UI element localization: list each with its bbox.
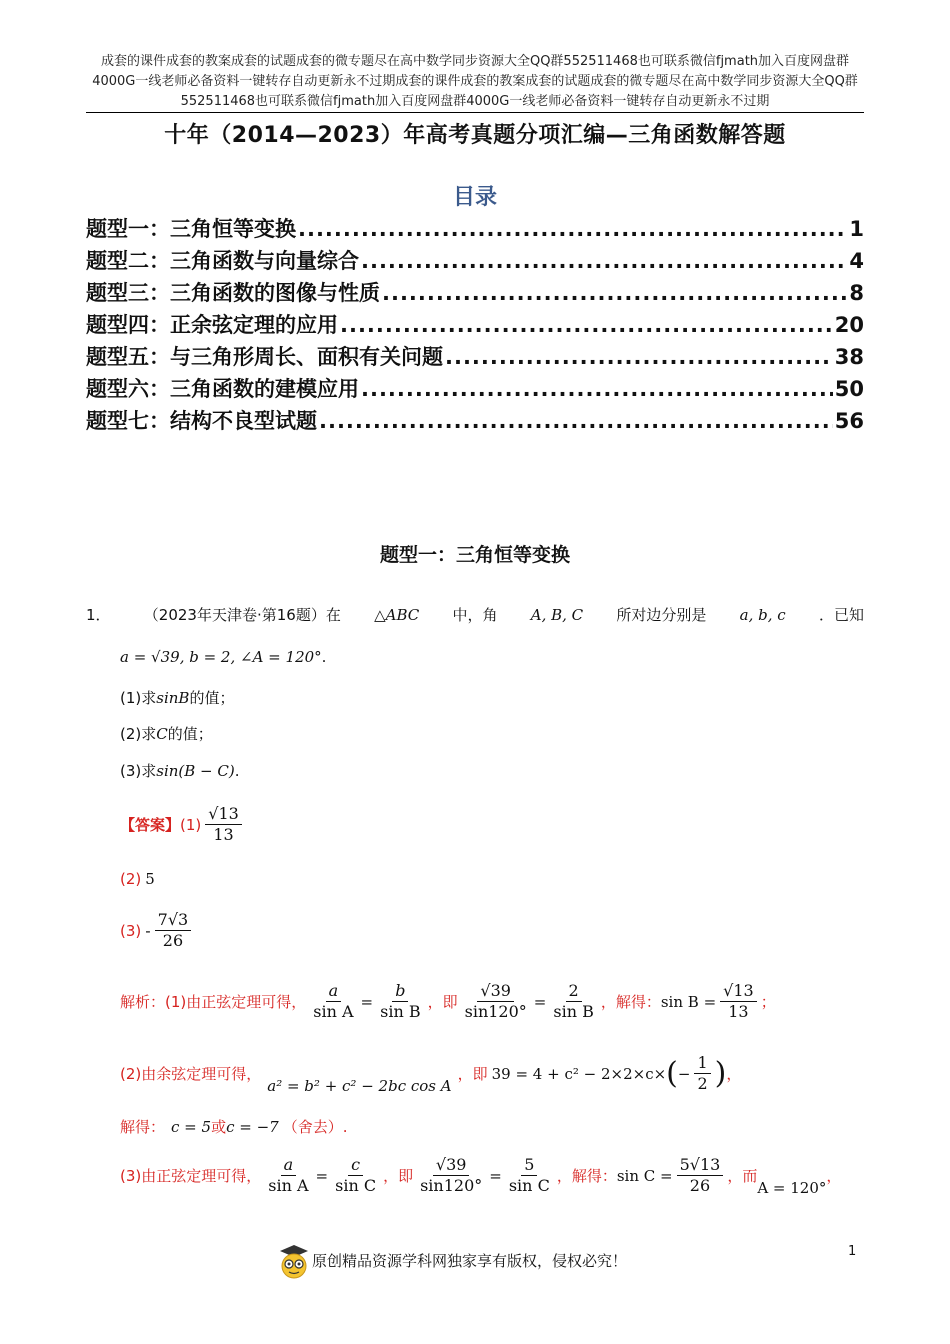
- solution-expr: A = 120°: [757, 1178, 827, 1197]
- answer-sign: -: [145, 921, 151, 940]
- fraction-denominator: 13: [213, 825, 234, 844]
- toc-leader-dots: [319, 409, 833, 433]
- solution-text: ，: [726, 1065, 742, 1083]
- side-labels: a, b, c: [739, 605, 786, 624]
- toc-entry[interactable]: [86, 309, 864, 341]
- part-label: (2)求: [120, 725, 157, 743]
- solution-text: ，而: [727, 1167, 758, 1185]
- fraction: [332, 1155, 379, 1196]
- answer-label: (1): [180, 815, 202, 834]
- solution-text: ，即: [427, 993, 458, 1011]
- question-text: 中，角: [452, 606, 498, 624]
- fraction-denominator: sin120°: [420, 1176, 483, 1195]
- solution-step-2: [120, 1053, 741, 1094]
- fraction-denominator: sin B: [380, 1002, 421, 1021]
- toc-entry[interactable]: [86, 277, 864, 309]
- solution-step-1: [120, 981, 776, 1022]
- fraction-numerator: a: [326, 981, 342, 1002]
- toc-entry-label: 题型一：三角恒等变换: [86, 217, 296, 241]
- solution-text: ，即: [383, 1167, 414, 1185]
- solution-expr: sin C =: [616, 1166, 673, 1185]
- equals-sign: =: [489, 1166, 502, 1185]
- solution-text: ，解得：: [600, 993, 661, 1011]
- angle-labels: A, B, C: [530, 605, 584, 624]
- answer-1: [120, 804, 246, 845]
- part-expr: sinB: [156, 688, 190, 707]
- question-text: ．已知: [818, 606, 864, 624]
- fraction: [377, 981, 423, 1022]
- page-number: 1: [848, 1244, 857, 1259]
- solution-text: (3)由正弦定理可得，: [120, 1167, 262, 1185]
- toc-entry-label: 题型四：正余弦定理的应用: [86, 313, 338, 337]
- fraction-numerator: 5: [521, 1155, 537, 1176]
- question-number: 1．: [86, 606, 111, 624]
- answer-3: [120, 910, 195, 951]
- fraction: [310, 981, 356, 1022]
- equals-sign: =: [360, 992, 374, 1011]
- fraction-denominator: sin C: [335, 1176, 377, 1195]
- cosine-law-formula: a² = b² + c² − 2bc cos A: [267, 1076, 452, 1095]
- part-label: (1)求: [120, 689, 157, 707]
- fraction-numerator: c: [348, 1155, 363, 1176]
- answer-label: (2): [120, 870, 142, 888]
- solution-text: 解得：: [120, 1118, 166, 1136]
- toc-entry-label: 题型七：结构不良型试题: [86, 409, 317, 433]
- fraction-numerator: 5√13: [677, 1155, 724, 1176]
- fraction-numerator: √39: [433, 1155, 470, 1176]
- fraction-denominator: sin A: [313, 1002, 354, 1021]
- question-given: [120, 648, 326, 666]
- toc-entry[interactable]: [86, 341, 864, 373]
- toc-entry-label: 题型五：与三角形周长、面积有关问题: [86, 345, 443, 369]
- fraction-numerator: 2: [566, 981, 582, 1002]
- footer-copyright: 原创精品资源学科网独家享有版权，侵权必究！: [312, 1252, 628, 1270]
- part-tail: .: [234, 761, 240, 780]
- toc-leader-dots: [361, 249, 847, 273]
- fraction: [550, 981, 596, 1022]
- toc-leader-dots: [298, 217, 847, 241]
- equals-sign: =: [533, 992, 547, 1011]
- toc-leader-dots: [361, 377, 833, 401]
- fraction: [694, 1053, 710, 1094]
- paren-close: ): [714, 1056, 727, 1091]
- question-part-1: [120, 687, 234, 708]
- fraction: [417, 1155, 485, 1196]
- fraction-numerator: 1: [694, 1053, 710, 1074]
- fraction-denominator: 26: [162, 931, 184, 950]
- triangle-label: △ABC: [374, 605, 420, 624]
- table-of-contents: [86, 213, 864, 437]
- question-part-3: [120, 760, 240, 781]
- fraction-numerator: √13: [205, 804, 242, 825]
- toc-entry[interactable]: [86, 213, 864, 245]
- section-heading: 题型一：三角恒等变换: [379, 544, 570, 566]
- header-divider: [86, 112, 864, 113]
- solution-step-2b: [120, 1116, 348, 1137]
- solution-text: ，即: [457, 1065, 488, 1083]
- solution-expr: c = 5: [171, 1117, 212, 1136]
- solution-text: ，: [826, 1167, 842, 1185]
- minus-sign: −: [677, 1064, 691, 1083]
- toc-leader-dots: [340, 313, 833, 337]
- fraction-denominator: sin120°: [464, 1002, 527, 1021]
- fraction-numerator: b: [392, 981, 408, 1002]
- answer-2: [120, 870, 155, 888]
- part-label: (3)求: [120, 762, 157, 780]
- fraction-denominator: sin A: [268, 1176, 309, 1195]
- toc-entry[interactable]: [86, 245, 864, 277]
- question-part-2: [120, 723, 213, 744]
- answer-value: 5: [145, 870, 155, 888]
- toc-entry-page: 20: [834, 313, 864, 337]
- fraction: [677, 1155, 724, 1196]
- solution-text: 解析：(1)由正弦定理可得，: [120, 993, 307, 1011]
- question-source: （2023年天津卷·第16题）在: [143, 606, 341, 624]
- toc-entry-page: 8: [849, 281, 864, 305]
- solution-text: (2)由余弦定理可得，: [120, 1065, 262, 1083]
- solution-text: ；: [760, 993, 776, 1011]
- toc-entry-label: 题型三：三角函数的图像与性质: [86, 281, 380, 305]
- toc-entry-label: 题型二：三角函数与向量综合: [86, 249, 359, 273]
- toc-entry-page: 38: [834, 345, 864, 369]
- given-values: a = √39, b = 2, ∠A = 120°: [120, 648, 322, 666]
- answer-label: (3): [120, 921, 142, 940]
- solution-step-3: [120, 1155, 841, 1196]
- toc-leader-dots: [382, 281, 847, 305]
- document-title: 十年（2014—2023）年高考真题分项汇编—三角函数解答题: [164, 123, 786, 148]
- toc-heading: 目录: [452, 185, 497, 210]
- fraction: [506, 1155, 553, 1196]
- fraction: [265, 1155, 311, 1196]
- mascot-logo-icon: [278, 1244, 310, 1280]
- fraction-denominator: sin C: [508, 1176, 550, 1195]
- solution-text: 或: [211, 1118, 227, 1136]
- equals-sign: =: [315, 1166, 329, 1185]
- part-tail: 的值；: [167, 725, 213, 743]
- toc-entry-label: 题型六：三角函数的建模应用: [86, 377, 359, 401]
- toc-leader-dots: [445, 345, 833, 369]
- fraction-denominator: 26: [689, 1176, 711, 1195]
- fraction-numerator: a: [281, 1155, 297, 1176]
- fraction-numerator: 7√3: [155, 910, 192, 931]
- fraction-numerator: √39: [477, 981, 514, 1002]
- fraction-denominator: 2: [697, 1074, 708, 1093]
- toc-entry-page: 50: [834, 377, 864, 401]
- question-text: 所对边分别是: [616, 606, 707, 624]
- toc-entry[interactable]: [86, 405, 864, 437]
- toc-entry-page: 1: [849, 217, 864, 241]
- fraction-numerator: √13: [720, 981, 757, 1002]
- part-expr: sin(B − C): [156, 761, 235, 780]
- answer-1-fraction: [205, 804, 242, 845]
- answer-tag: 【答案】: [120, 816, 181, 834]
- toc-entry-page: 4: [849, 249, 864, 273]
- part-expr: C: [156, 724, 168, 743]
- question-stem: [86, 604, 864, 625]
- fraction-denominator: 13: [728, 1002, 749, 1021]
- toc-entry[interactable]: [86, 373, 864, 405]
- solution-text: ，解得：: [556, 1167, 617, 1185]
- fraction: [462, 981, 530, 1022]
- solution-expr: c = −7: [226, 1117, 279, 1136]
- part-tail: 的值；: [189, 689, 235, 707]
- header-banner: 成套的课件成套的教案成套的试题成套的微专题尽在高中数学同步资源大全QQ群552511468也可联系微信fjmath加入百度网盘群4000G一线老师必备资料一键转存自动更新永不过期成套的课件成套的教案成套的试题成套的微专题尽在高中数学同步资源大全QQ群552511468也可联系微信fjmath加入百度网盘群4000G一线老师必备资料一键转存自动更新永不过期: [92, 54, 858, 109]
- given-end: .: [321, 648, 327, 666]
- answer-3-fraction: [155, 910, 192, 951]
- solution-expr: 39 = 4 + c² − 2×2×c×: [491, 1064, 667, 1083]
- paren-open: (: [666, 1056, 678, 1091]
- solution-text: （舍去）.: [282, 1118, 348, 1136]
- fraction: [720, 981, 757, 1022]
- fraction-denominator: sin B: [553, 1002, 594, 1021]
- toc-entry-page: 56: [834, 409, 864, 433]
- solution-expr: sin B =: [660, 992, 717, 1011]
